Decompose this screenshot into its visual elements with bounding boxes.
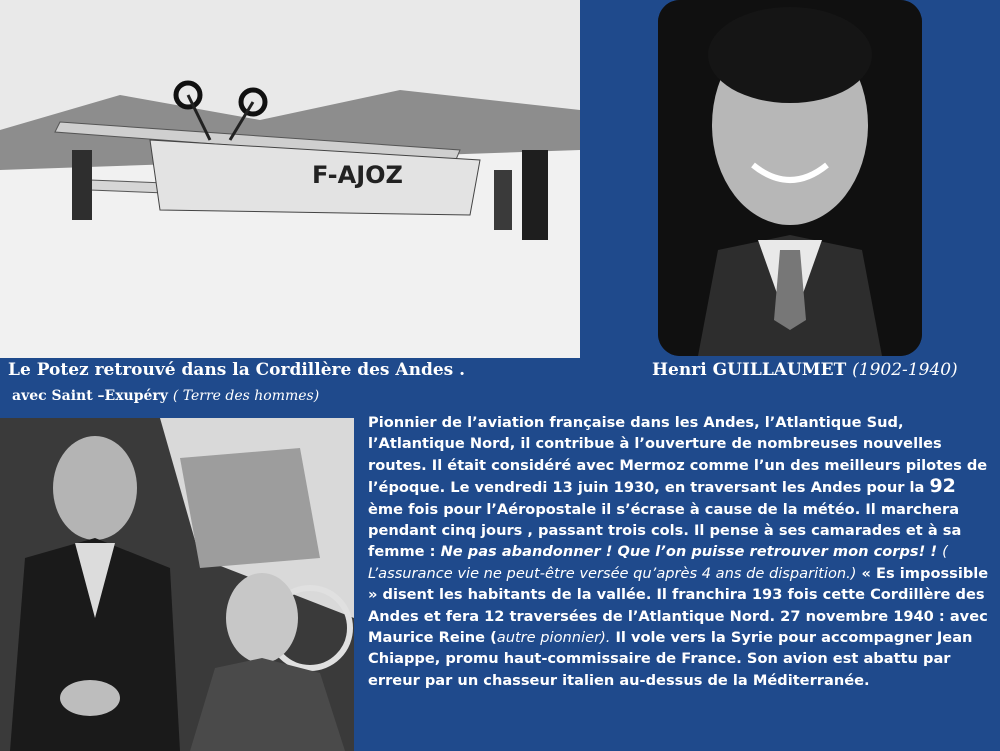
bio-part-1: Pionnier de l’aviation française dans les Andes, l’Atlantique Sud, l’Atlantique Nord, il contribue à l’ouverture de nombreuses nouvelles routes. Il était considéré avec Mermoz comme l’un des meilleurs pilotes de l’époque. Le vendredi 13 juin 1930, en traversant les Andes pour la [368,414,988,497]
bio-insurance-note: ( L’assurance vie ne peut-être versée qu’après 4 ans de disparition.) [368,543,948,582]
bio-reine-note: autre pionnier). [496,629,611,647]
caption-plane-subtitle-prefix: avec Saint –Exupéry [12,388,168,404]
bio-quote: Ne pas abandonner ! Que l’on puisse retrouver mon corps! ! [440,543,937,561]
caption-plane-subtitle [12,388,319,404]
caption-plane: Le Potez retrouvé dans la Cordillère des Andes . [8,360,466,380]
caption-plane-subtitle-source: ( Terre des hommes) [172,388,320,404]
svg-text:F-AJOZ: F-AJOZ [312,161,403,189]
biography-text [368,412,994,691]
portrait-dates: (1902-1940) [852,360,958,380]
cockpit-illustration [0,418,354,751]
photo-henri-guillaumet-portrait [658,0,922,356]
portrait-name: Henri GUILLAUMET [652,360,847,380]
photo-potez-plane-in-snow [0,0,580,358]
bio-crossing-number: 92 [929,475,956,498]
bio-part-4: « Es impossible » disent les habitants de la vallée. Il franchira 193 fois cette Cordillère des Andes et fera 12 traversées de l’Atlantique Nord. 27 novembre 1940 : avec Maurice Reine ( [368,564,989,647]
plane-illustration [0,0,580,358]
bio-part-5: Il vole vers la Syrie pour accompagner Jean Chiappe, promu haut-commissaire de France. Son avion est abattu par erreur par un chasseur italien au-dessus de la Méditerranée. [368,629,973,689]
portrait-illustration [658,0,922,356]
photo-cockpit-two-pilots [0,418,354,751]
caption-portrait [652,360,958,380]
bio-part-2: ème fois pour l’Aéropostale il s’écrase à cause de la météo. Il marchera pendant cinq jours , passant trois cols. Il pense à ses camarades et à sa femme : [368,500,962,561]
